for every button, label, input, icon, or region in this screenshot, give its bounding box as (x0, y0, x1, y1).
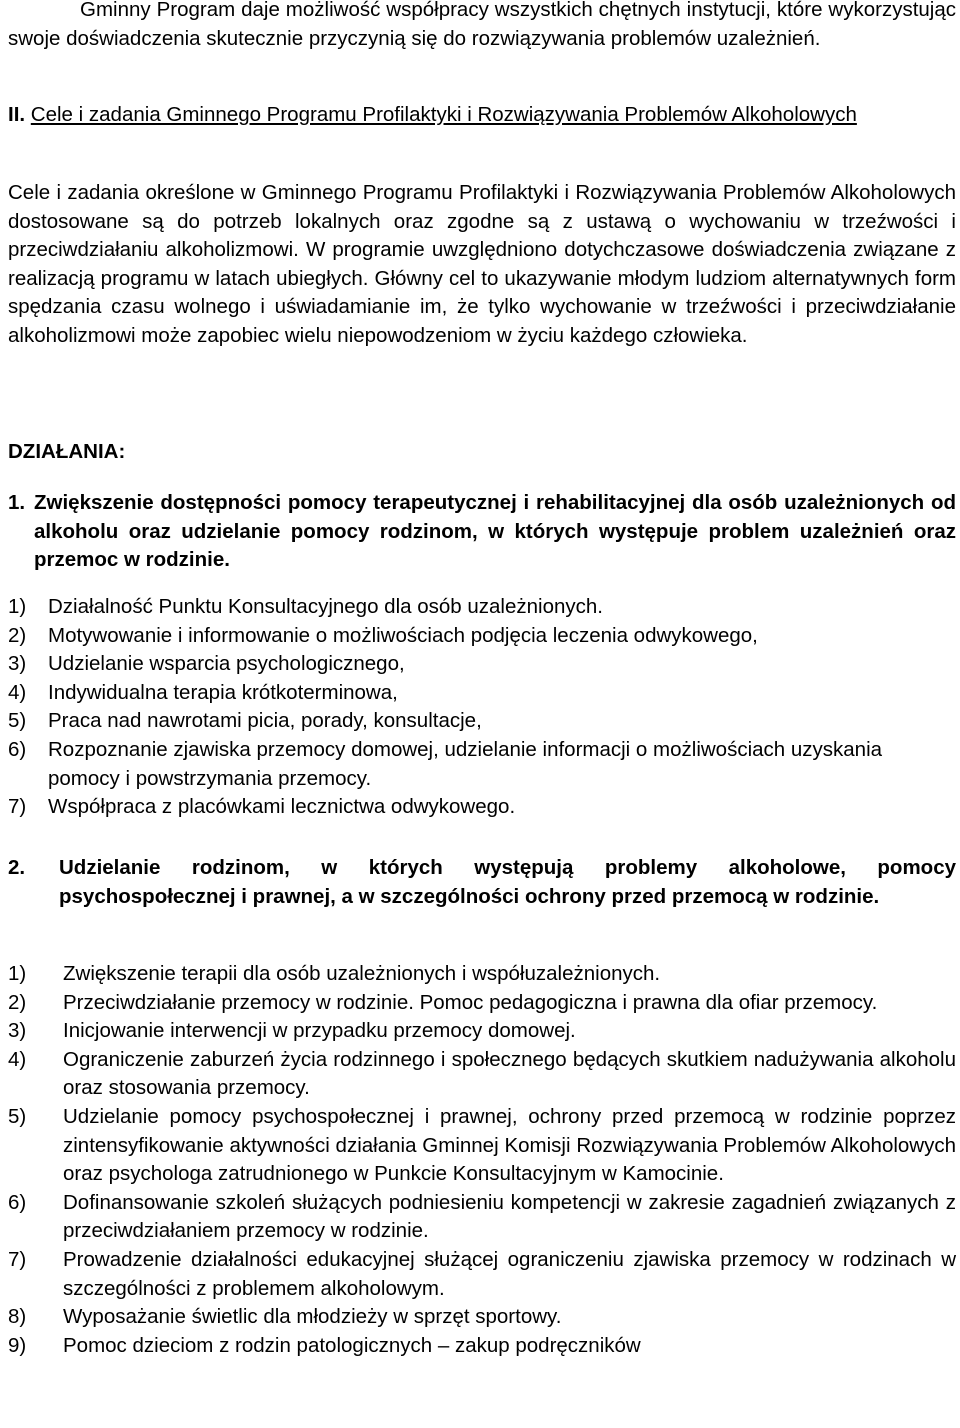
section-1-list (8, 593, 956, 822)
list-item-text: Indywidualna terapia krótkoterminowa, (48, 680, 398, 704)
section-ii-number: II. (8, 103, 26, 126)
list-item-text: Prowadzenie działalności edukacyjnej służącej ograniczeniu zjawiska przemocy w rodzinach w szczególności z problemem alkoholowym. (63, 1247, 956, 1300)
list-item (8, 593, 956, 622)
list-item (8, 793, 956, 822)
list-item (8, 622, 956, 651)
list-item (8, 1332, 956, 1361)
list-item-label: 6) (8, 737, 27, 761)
list-item (8, 1246, 956, 1303)
section-ii-heading (8, 101, 956, 130)
list-item-label: 3) (8, 652, 27, 676)
list-item-text: Udzielanie wsparcia psychologicznego, (48, 652, 405, 676)
list-item-text: Działalność Punktu Konsultacyjnego dla osób uzależnionych. (48, 595, 603, 618)
list-item (8, 650, 956, 679)
list-item-text: Współpraca z placówkami lecznictwa odwykowego. (48, 795, 516, 819)
list-item (8, 1017, 956, 1046)
section-2-title: Udzielanie rodzinom, w których występują problemy alkoholowe, pomocy psychospołecznej i prawnej, a w szczególności ochrony przed przemocą w rodzinie. (59, 856, 956, 908)
list-item-label: 4) (8, 680, 27, 704)
section-1-number: 1. (8, 491, 26, 514)
list-item (8, 1189, 956, 1246)
list-item (8, 1303, 956, 1332)
list-item (8, 1103, 956, 1189)
list-item-text: Ograniczenie zaburzeń życia rodzinnego i społecznego będących skutkiem nadużywania alkoholu oraz stosowania przemocy. (63, 1047, 956, 1100)
section-1-heading (8, 489, 956, 575)
section-2-list (8, 960, 956, 1360)
section-2-heading (8, 854, 956, 911)
list-item-label: 5) (8, 1104, 27, 1128)
list-item-label: 2) (8, 623, 27, 647)
list-item (8, 989, 956, 1018)
list-item-label: 6) (8, 1190, 27, 1214)
list-item-label: 4) (8, 1047, 27, 1071)
list-item-text: Motywowanie i informowanie o możliwościach podjęcia leczenia odwykowego, (48, 623, 758, 647)
list-item (8, 679, 956, 708)
list-item (8, 960, 956, 989)
list-item-label: 9) (8, 1333, 27, 1357)
list-item-text: Wyposażanie świetlic dla młodzieży w sprzęt sportowy. (63, 1305, 562, 1329)
actions-heading: DZIAŁANIA: (8, 440, 126, 463)
list-item (8, 707, 956, 736)
section-1-title: Zwiększenie dostępności pomocy terapeutycznej i rehabilitacyjnej dla osób uzależnionych od alkoholu oraz udzielanie pomocy rodzinom, w których występuje problem uzależnień oraz przemoc w rodzinie. (34, 491, 956, 572)
list-item (8, 736, 956, 793)
list-item-text: Pomoc dzieciom z rodzin patologicznych – zakup podręczników (63, 1333, 641, 1357)
list-item-label: 5) (8, 709, 27, 733)
goals-paragraph: Cele i zadania określone w Gminnego Programu Profilaktyki i Rozwiązywania Problemów Alkoholowych dostosowane są do potrzeb lokalnych oraz zgodne są z ustawą o wychowaniu w trzeźwości i przeciwdziałaniu alkoholizmowi. W programie uwzględniono dotychczasowe doświadczenia związane z realizacją programu w latach ubiegłych. Główny cel to ukazywanie młodym ludziom alternatywnych form spędzania czasu wolnego i uświadamianie im, że tylko wychowanie w trzeźwości i przeciwdziałanie alkoholizmowi może zapobiec wielu niepowodzeniom w życiu każdego człowieka. (8, 181, 956, 347)
list-item-text: Inicjowanie interwencji w przypadku przemocy domowej. (63, 1019, 576, 1043)
list-item-text: Praca nad nawrotami picia, porady, konsultacje, (48, 709, 482, 733)
list-item-label: 1) (8, 595, 27, 618)
list-item-text: Przeciwdziałanie przemocy w rodzinie. Pomoc pedagogiczna i prawna dla ofiar przemocy. (63, 990, 878, 1014)
list-item-label: 2) (8, 990, 27, 1014)
list-item (8, 1046, 956, 1103)
section-ii-title: Cele i zadania Gminnego Programu Profilaktyki i Rozwiązywania Problemów Alkoholowych (30, 103, 857, 126)
list-item-text: Zwiększenie terapii dla osób uzależnionych i współuzależnionych. (63, 962, 661, 985)
list-item-text: Udzielanie pomocy psychospołecznej i prawnej, ochrony przed przemocą w rodzinie poprzez zintensyfikowanie aktywności działania Gminnej Komisji Rozwiązywania Problemów Alkoholowych oraz psychologa zatrudnionego w Punkcie Konsultacyjnym w Kamocinie. (63, 1104, 956, 1186)
list-item-label: 8) (8, 1305, 27, 1329)
list-item-label: 3) (8, 1019, 27, 1043)
list-item-label: 1) (8, 962, 27, 985)
list-item-text: Rozpoznanie zjawiska przemocy domowej, udzielanie informacji o możliwościach uzyskania pomocy i powstrzymania przemocy. (48, 737, 883, 790)
list-item-label: 7) (8, 1247, 27, 1271)
intro-paragraph: Gminny Program daje możliwość współpracy wszystkich chętnych instytucji, które wykorzystując swoje doświadczenia skutecznie przyczynią się do rozwiązywania problemów uzależnień. (8, 0, 956, 50)
section-2-number: 2. (8, 856, 26, 879)
list-item-text: Dofinansowanie szkoleń służących podniesieniu kompetencji w zakresie zagadnień związanych z przeciwdziałaniem przemocy w rodzinie. (63, 1190, 956, 1243)
list-item-label: 7) (8, 795, 27, 819)
